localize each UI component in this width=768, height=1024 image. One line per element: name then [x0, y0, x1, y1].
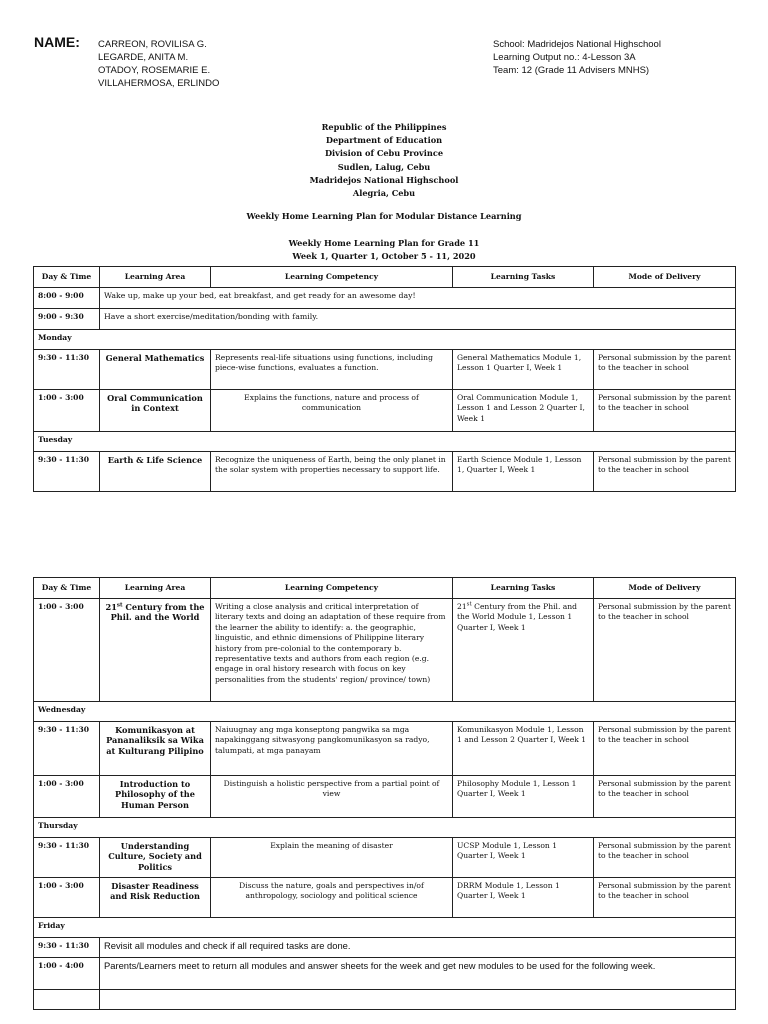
time-cell: 1:00 - 3:00 [34, 878, 100, 918]
table-header-row [34, 578, 736, 599]
table-row [34, 722, 736, 776]
plan-title: Weekly Home Learning Plan for Modular Distance Learning [246, 211, 522, 221]
table-row [34, 350, 736, 390]
mode-of-delivery: Personal submission by the parent to the teacher in school [594, 838, 736, 878]
learning-competency: Represents real-life situations using functions, including piece-wise functions, evaluates a function. [211, 350, 453, 390]
learning-competency: Discuss the nature, goals and perspectives in/of anthropology, sociology and political science [211, 878, 453, 918]
day-row [34, 818, 736, 838]
learning-area: General Mathematics [100, 350, 211, 390]
learning-area: Oral Communication in Context [100, 390, 211, 432]
activity-cell: Revisit all modules and check if all required tasks are done. [100, 938, 736, 958]
learning-competency: Explains the functions, nature and process of communication [211, 390, 453, 432]
time-cell: 1:00 - 3:00 [34, 390, 100, 432]
time-cell: 8:00 - 9:00 [34, 288, 100, 309]
day-row [34, 330, 736, 350]
table-row [34, 776, 736, 818]
learning-area: Disaster Readiness and Risk Reduction [100, 878, 211, 918]
agency-line: Division of Cebu Province [324, 148, 444, 159]
column-header: Learning Tasks [453, 578, 594, 599]
agency-line: Republic of the Philippines [321, 122, 447, 132]
mode-of-delivery: Personal submission by the parent to the teacher in school [594, 390, 736, 432]
learning-competency: Recognize the uniqueness of Earth, being the only planet in the solar system with properties necessary to support life. [211, 452, 453, 492]
time-cell: 9:30 - 11:30 [34, 838, 100, 878]
learning-task: 21st Century from the Phil. and the World Module 1, Lesson 1 Quarter I, Week 1 [453, 599, 594, 702]
time-cell: 1:00 - 3:00 [34, 599, 100, 702]
time-cell: 9:30 - 11:30 [34, 938, 100, 958]
table-row [34, 288, 736, 309]
plan-week: Week 1, Quarter 1, October 5 - 11, 2020 [292, 251, 476, 261]
day-row [34, 432, 736, 452]
table-row [34, 838, 736, 878]
time-cell: 9:30 - 11:30 [34, 722, 100, 776]
mode-of-delivery: Personal submission by the parent to the teacher in school [594, 350, 736, 390]
author-name: LEGARDE, ANITA M. [98, 52, 189, 63]
table-row [34, 938, 736, 958]
mode-of-delivery: Personal submission by the parent to the teacher in school [594, 878, 736, 918]
day-label: Thursday [34, 818, 736, 838]
plan-table-1 [33, 266, 736, 492]
table-row [34, 452, 736, 492]
learning-task: DRRM Module 1, Lesson 1 Quarter I, Week 1 [453, 878, 594, 918]
learning-task: Philosophy Module 1, Lesson 1 Quarter I, Week 1 [453, 776, 594, 818]
activity-cell: Wake up, make up your bed, eat breakfast, and get ready for an awesome day! [100, 288, 736, 309]
learning-task: Komunikasyon Module 1, Lesson 1 and Lesson 2 Quarter I, Week 1 [453, 722, 594, 776]
table-row [34, 958, 736, 990]
author-name: VILLAHERMOSA, ERLINDO [98, 78, 220, 89]
school-info [493, 38, 661, 77]
mode-of-delivery: Personal submission by the parent to the teacher in school [594, 722, 736, 776]
agency-header [0, 121, 768, 200]
learning-area: Earth & Life Science [100, 452, 211, 492]
agency-line: Madridejos National Highschool [309, 174, 459, 185]
column-header: Learning Area [100, 267, 211, 288]
activity-cell: Have a short exercise/meditation/bonding with family. [100, 309, 736, 330]
day-label: Monday [34, 330, 736, 350]
column-header: Learning Competency [211, 578, 453, 599]
learning-task: Oral Communication Module 1, Lesson 1 and Lesson 2 Quarter I, Week 1 [453, 390, 594, 432]
table-header-row [34, 267, 736, 288]
learning-task: UCSP Module 1, Lesson 1 Quarter I, Week 1 [453, 838, 594, 878]
agency-line: Sudlen, Lalug, Cebu [337, 161, 431, 172]
learning-competency: Writing a close analysis and critical interpretation of literary texts and doing an adaptation of these require from the learner the ability to identify: a. the geographic, linguistic, and ethnic dimensions of Philippine literary history from pre-colonial to the contemporary b. representative texts and authors from each region (e.g. engage in oral history research with focus on key personalities from the students' region/ province/ town) [211, 599, 453, 702]
column-header: Day & Time [34, 267, 100, 288]
school-name: School: Madridejos National Highschool [493, 39, 661, 50]
time-cell: 1:00 - 4:00 [34, 958, 100, 990]
plan-table-2 [33, 577, 736, 1010]
day-label: Tuesday [34, 432, 736, 452]
table-row [34, 309, 736, 330]
agency-line: Department of Education [325, 135, 443, 146]
table-row [34, 390, 736, 432]
plan-subtitle-block [0, 237, 768, 263]
day-label: Friday [34, 918, 736, 938]
time-cell: 9:30 - 11:30 [34, 452, 100, 492]
day-row [34, 918, 736, 938]
day-row [34, 702, 736, 722]
mode-of-delivery: Personal submission by the parent to the teacher in school [594, 452, 736, 492]
learning-area: 21st Century from the Phil. and the World [100, 599, 211, 702]
time-cell: 1:00 - 3:00 [34, 776, 100, 818]
author-names [98, 38, 219, 90]
mode-of-delivery: Personal submission by the parent to the teacher in school [594, 599, 736, 702]
activity-cell [100, 990, 736, 1010]
learning-competency: Naiuugnay ang mga konseptong pangwika sa mga napakinggang sitwasyong pangkomunikasyon sa radyo, talumpati, at mga panayam [211, 722, 453, 776]
learning-area: Introduction to Philosophy of the Human Person [100, 776, 211, 818]
time-cell: 9:00 - 9:30 [34, 309, 100, 330]
column-header: Learning Competency [211, 267, 453, 288]
activity-cell: Parents/Learners meet to return all modules and answer sheets for the week and get new modules to be used for the following week. [100, 958, 736, 990]
learning-area: Understanding Culture, Society and Politics [100, 838, 211, 878]
day-label: Wednesday [34, 702, 736, 722]
learning-task: Earth Science Module 1, Lesson 1, Quarter I, Week 1 [453, 452, 594, 492]
learning-competency: Distinguish a holistic perspective from a partial point of view [211, 776, 453, 818]
author-name: CARREON, ROVILISA G. [98, 39, 207, 50]
column-header: Day & Time [34, 578, 100, 599]
column-header: Learning Area [100, 578, 211, 599]
table-row [34, 878, 736, 918]
column-header: Mode of Delivery [594, 267, 736, 288]
time-cell [34, 990, 100, 1010]
time-cell: 9:30 - 11:30 [34, 350, 100, 390]
column-header: Mode of Delivery [594, 578, 736, 599]
learning-competency: Explain the meaning of disaster [211, 838, 453, 878]
learning-task: General Mathematics Module 1, Lesson 1 Quarter I, Week 1 [453, 350, 594, 390]
plan-subtitle: Weekly Home Learning Plan for Grade 11 [288, 238, 480, 248]
table-row [34, 599, 736, 702]
table-row-partial [34, 990, 736, 1010]
column-header: Learning Tasks [453, 267, 594, 288]
mode-of-delivery: Personal submission by the parent to the teacher in school [594, 776, 736, 818]
learning-area: Komunikasyon at Pananaliksik sa Wika at Kulturang Pilipino [100, 722, 211, 776]
name-label: NAME: [34, 34, 80, 50]
author-name: OTADOY, ROSEMARIE E. [98, 65, 211, 76]
team-info: Team: 12 (Grade 11 Advisers MNHS) [493, 65, 650, 76]
agency-line: Alegria, Cebu [352, 188, 416, 199]
learning-output: Learning Output no.: 4-Lesson 3A [493, 52, 636, 63]
